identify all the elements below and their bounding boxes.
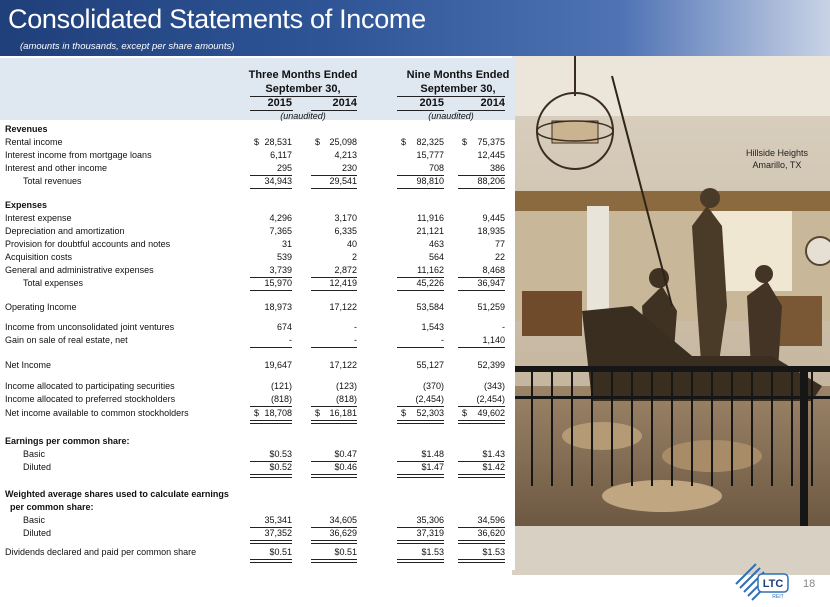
double-total-line [458,420,505,424]
row-value: 564 [428,252,444,262]
row-value: - [354,335,357,345]
row-value: 28,531 [264,137,292,147]
ltc-logo [732,558,794,602]
row-value: 708 [428,163,444,173]
row-value: $1.53 [482,547,505,557]
row-label: Dividends declared and paid per common share [5,547,197,557]
row-value: - [354,322,357,332]
column-group-title: Nine Months Ended [406,69,510,81]
year-header: 2014 [332,97,357,109]
row-label: Rental income [5,137,63,147]
row-label: Income allocated to participating securities [5,381,175,391]
row-value: 37,352 [264,528,292,538]
section-heading: Earnings per common share: [5,436,130,446]
row-value: 25,098 [329,137,357,147]
row-label: Acquisition costs [5,252,73,262]
dollar-sign: $ [401,408,407,418]
row-label: Net Income [5,360,52,370]
row-value: 6,117 [270,150,292,160]
section-heading: per common share: [10,502,94,512]
photo-caption-line-1: Hillside Heights [745,148,808,158]
row-label: Income allocated to preferred stockholders [5,394,176,404]
row-value: 3,739 [269,265,292,275]
page-title: Consolidated Statements of Income [8,4,426,34]
row-label: Diluted [23,462,52,472]
row-value: 35,306 [416,515,444,525]
column-group-subtitle: September 30, [420,83,496,95]
row-value: 674 [276,322,292,332]
row-value: 1,140 [482,335,505,345]
unaudited-label: (unaudited) [428,111,474,121]
row-value: $1.43 [482,449,505,459]
row-value: 386 [489,163,505,173]
unaudited-label: (unaudited) [280,111,326,121]
row-value: 21,121 [416,226,444,236]
row-value: 49,602 [477,408,505,418]
section-heading: Weighted average shares used to calculate earnings [5,489,229,499]
column-group-title: Three Months Ended [248,69,358,81]
row-label: General and administrative expenses [5,265,154,275]
row-value: (2,454) [415,394,444,404]
row-value: 36,620 [477,528,505,538]
subtotal-line [458,406,505,407]
subtotal-line [458,347,505,348]
total-line [250,290,292,291]
row-value: 29,541 [329,176,357,186]
section-heading: Expenses [5,200,48,210]
row-value: 18,973 [264,302,292,312]
row-value: (123) [335,381,357,391]
row-value: 40 [346,239,357,249]
row-value: 11,162 [417,265,444,275]
row-value: 295 [276,163,292,173]
row-value: 539 [276,252,292,262]
property-photo [512,56,830,575]
row-label: Interest income from mortgage loans [5,150,152,160]
row-label: Provision for doubtful accounts and notes [5,239,171,249]
row-value: (818) [270,394,292,404]
row-value: (121) [270,381,292,391]
total-line [458,290,505,291]
year-header: 2015 [419,97,444,109]
total-line [250,188,292,189]
double-total-line [397,559,444,563]
subtotal-line [250,406,292,407]
dollar-sign: $ [462,408,468,418]
year-header: 2014 [480,97,505,109]
row-label: Operating Income [5,302,77,312]
row-value: 51,259 [477,302,505,312]
row-value: 2,872 [334,265,357,275]
row-value: 36,947 [477,278,505,288]
row-value: $0.53 [269,449,292,459]
column-group-subtitle: September 30, [265,83,341,95]
subtotal-line [397,347,444,348]
row-value: $1.48 [421,449,444,459]
double-total-line [458,559,505,563]
row-label: Net income available to common stockholders [5,408,189,418]
row-label: Depreciation and amortization [5,226,125,236]
row-value: 55,127 [416,360,444,370]
row-value: 34,943 [264,176,292,186]
row-value: 4,296 [269,213,292,223]
total-line [458,188,505,189]
row-value: 3,170 [334,213,357,223]
row-value: 12,445 [477,150,505,160]
row-value: $0.47 [334,449,357,459]
row-value: 82,325 [416,137,444,147]
section-heading: Revenues [5,124,48,134]
total-line [311,290,357,291]
row-value: $0.52 [269,462,292,472]
row-label: Diluted [23,528,52,538]
row-value: 53,584 [416,302,444,312]
row-value: 31 [281,239,292,249]
row-value: 36,629 [329,528,357,538]
row-value: 52,303 [416,408,444,418]
subtotal-line [250,347,292,348]
page-subtitle: (amounts in thousands, except per share amounts) [20,41,235,52]
row-value: 18,708 [264,408,292,418]
page-number: 18 [803,578,816,590]
row-value: $1.53 [421,547,444,557]
title-banner [0,0,830,56]
subtotal-line [311,347,357,348]
row-value: (343) [483,381,505,391]
row-value: 230 [341,163,357,173]
double-total-line [458,474,505,478]
row-value: 35,341 [264,515,292,525]
row-value: 15,777 [416,150,444,160]
double-total-line [250,540,292,544]
subtotal-line [397,406,444,407]
row-value: 2 [351,252,357,262]
row-value: $0.51 [269,547,292,557]
row-label: Interest and other income [5,163,108,173]
row-value: 1,543 [421,322,444,332]
dollar-sign: $ [315,137,321,147]
logo-subtext: REIT [772,594,784,600]
row-value: 7,365 [269,226,292,236]
row-value: 15,970 [264,278,292,288]
double-total-line [458,540,505,544]
row-label: Total revenues [23,176,82,186]
row-value: - [289,335,292,345]
row-label: Basic [23,515,46,525]
row-value: 34,596 [477,515,505,525]
row-value: 77 [494,239,505,249]
photo-caption [746,147,808,171]
row-value: 11,916 [417,213,444,223]
double-total-line [397,420,444,424]
row-value: 75,375 [477,137,505,147]
double-total-line [311,559,357,563]
row-value: $0.51 [334,547,357,557]
ltc-logo-mark [732,558,794,602]
row-value: 22 [494,252,505,262]
row-value: 17,122 [329,360,357,370]
double-total-line [397,540,444,544]
year-header: 2015 [267,97,292,109]
dollar-sign: $ [315,408,321,418]
row-value: 98,810 [416,176,444,186]
row-value: 9,445 [482,213,505,223]
row-value: (2,454) [476,394,505,404]
row-value: - [441,335,444,345]
row-value: 8,468 [482,265,505,275]
double-total-line [250,559,292,563]
total-line [397,188,444,189]
row-value: 4,213 [334,150,357,160]
row-label: Income from unconsolidated joint ventures [5,322,175,332]
row-value: $1.47 [421,462,444,472]
row-value: 463 [428,239,444,249]
row-value: $1.42 [482,462,505,472]
row-value: (370) [422,381,444,391]
row-value: $0.46 [334,462,357,472]
row-value: 6,335 [334,226,357,236]
total-line [311,188,357,189]
row-value: 52,399 [477,360,505,370]
photo-illustration [512,56,830,575]
dollar-sign: $ [462,137,468,147]
row-label: Basic [23,449,46,459]
double-total-line [311,540,357,544]
dollar-sign: $ [401,137,407,147]
subtotal-line [311,406,357,407]
dollar-sign: $ [254,408,260,418]
row-value: 88,206 [477,176,505,186]
row-value: 37,319 [416,528,444,538]
double-total-line [311,474,357,478]
row-value: 16,181 [329,408,357,418]
row-value: 34,605 [329,515,357,525]
row-value: 12,419 [329,278,357,288]
row-value: (818) [335,394,357,404]
row-label: Interest expense [5,213,72,223]
dollar-sign: $ [254,137,260,147]
double-total-line [250,420,292,424]
double-total-line [250,474,292,478]
row-value: 45,226 [416,278,444,288]
row-label: Gain on sale of real estate, net [5,335,128,345]
row-label: Total expenses [23,278,84,288]
double-total-line [397,474,444,478]
double-total-line [311,420,357,424]
row-value: 18,935 [477,226,505,236]
total-line [397,290,444,291]
photo-caption-line-2: Amarillo, TX [752,160,802,170]
row-value: 19,647 [264,360,292,370]
row-value: 17,122 [329,302,357,312]
income-statement-table [0,58,515,570]
row-value: - [502,322,505,332]
logo-text: LTC [762,578,784,590]
